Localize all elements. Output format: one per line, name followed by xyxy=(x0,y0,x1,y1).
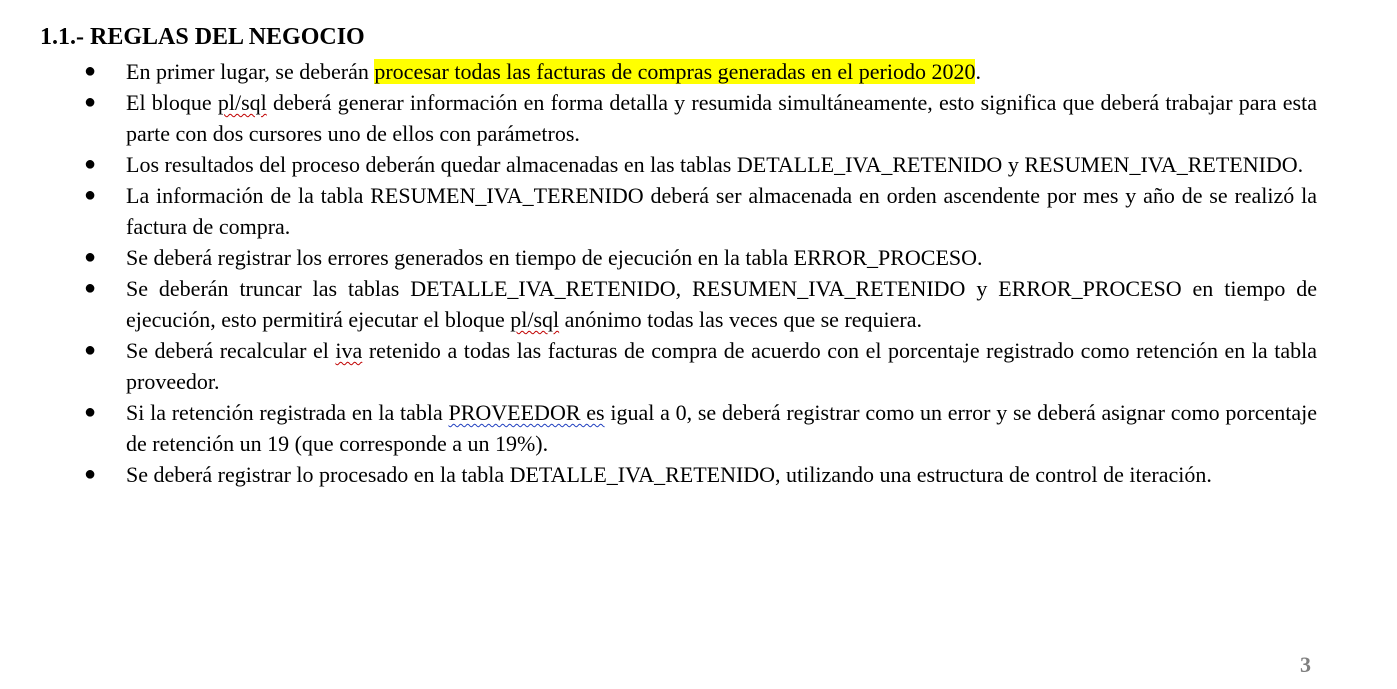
list-item xyxy=(82,242,1317,273)
rule-text: retenido a todas las facturas de compra de acuerdo con el porcentaje registrado como retención en la tabla proveedor. xyxy=(126,338,1317,394)
rule-text: igual a 0, se deberá registrar como un error y se deberá asignar como porcentaje de retención un 19 (que corresponde a un 19%). xyxy=(126,400,1318,456)
list-item xyxy=(82,273,1317,335)
rule-text: Se deberán truncar las tablas DETALLE_IVA_RETENIDO, RESUMEN_IVA_RETENIDO y ERROR_PROCESO en tiempo de ejecución, esto permitirá ejecutar el bloque xyxy=(126,276,1317,332)
bullet-icon: ● xyxy=(84,91,97,113)
business-rules-list xyxy=(82,56,1317,490)
rule-text: deberá generar información en forma detalla y resumida simultáneamente, esto significa que deberá trabajar para esta parte con dos cursores uno de ellos con parámetros. xyxy=(126,90,1317,146)
list-item xyxy=(82,335,1317,397)
section-heading: 1.1.- REGLAS DEL NEGOCIO xyxy=(40,24,365,50)
rule-text: Se deberá recalcular el xyxy=(126,338,336,363)
bullet-icon: ● xyxy=(84,153,97,175)
list-item xyxy=(82,180,1317,242)
list-item xyxy=(82,56,1317,87)
list-item xyxy=(82,397,1317,459)
bullet-icon: ● xyxy=(84,339,97,361)
spellcheck-word: iva xyxy=(335,338,363,363)
rule-text: El bloque xyxy=(126,90,218,115)
rule-text: Si la retención registrada en la tabla xyxy=(126,400,449,425)
bullet-icon: ● xyxy=(84,463,97,485)
rule-text: . xyxy=(975,59,981,84)
rule-text: En primer lugar, se deberán xyxy=(126,59,375,84)
bullet-icon: ● xyxy=(84,60,97,82)
grammar-check-phrase: PROVEEDOR es xyxy=(448,400,605,425)
spellcheck-word: pl/sql xyxy=(217,90,267,115)
spellcheck-word: pl/sql xyxy=(510,307,560,332)
page-number: 3 xyxy=(1300,652,1311,677)
rule-text: Los resultados del proceso deberán quedar almacenadas en las tablas DETALLE_IVA_RETENIDO y RESUMEN_IVA_RETENIDO. xyxy=(126,152,1304,177)
bullet-icon: ● xyxy=(84,184,97,206)
bullet-icon: ● xyxy=(84,277,97,299)
highlighted-text: procesar todas las facturas de compras generadas en el periodo 2020 xyxy=(374,59,976,84)
list-item xyxy=(82,149,1317,180)
list-item xyxy=(82,459,1317,490)
bullet-icon: ● xyxy=(84,401,97,423)
rule-text: Se deberá registrar lo procesado en la tabla DETALLE_IVA_RETENIDO, utilizando una estructura de control de iteración. xyxy=(126,462,1212,487)
rule-text: Se deberá registrar los errores generados en tiempo de ejecución en la tabla ERROR_PROCESO. xyxy=(126,245,983,270)
rule-text: La información de la tabla RESUMEN_IVA_TERENIDO deberá ser almacenada en orden ascendente por mes y año de se realizó la factura de compra. xyxy=(126,183,1317,239)
list-item xyxy=(82,87,1317,149)
rule-text: anónimo todas las veces que se requiera. xyxy=(559,307,922,332)
bullet-icon: ● xyxy=(84,246,97,268)
